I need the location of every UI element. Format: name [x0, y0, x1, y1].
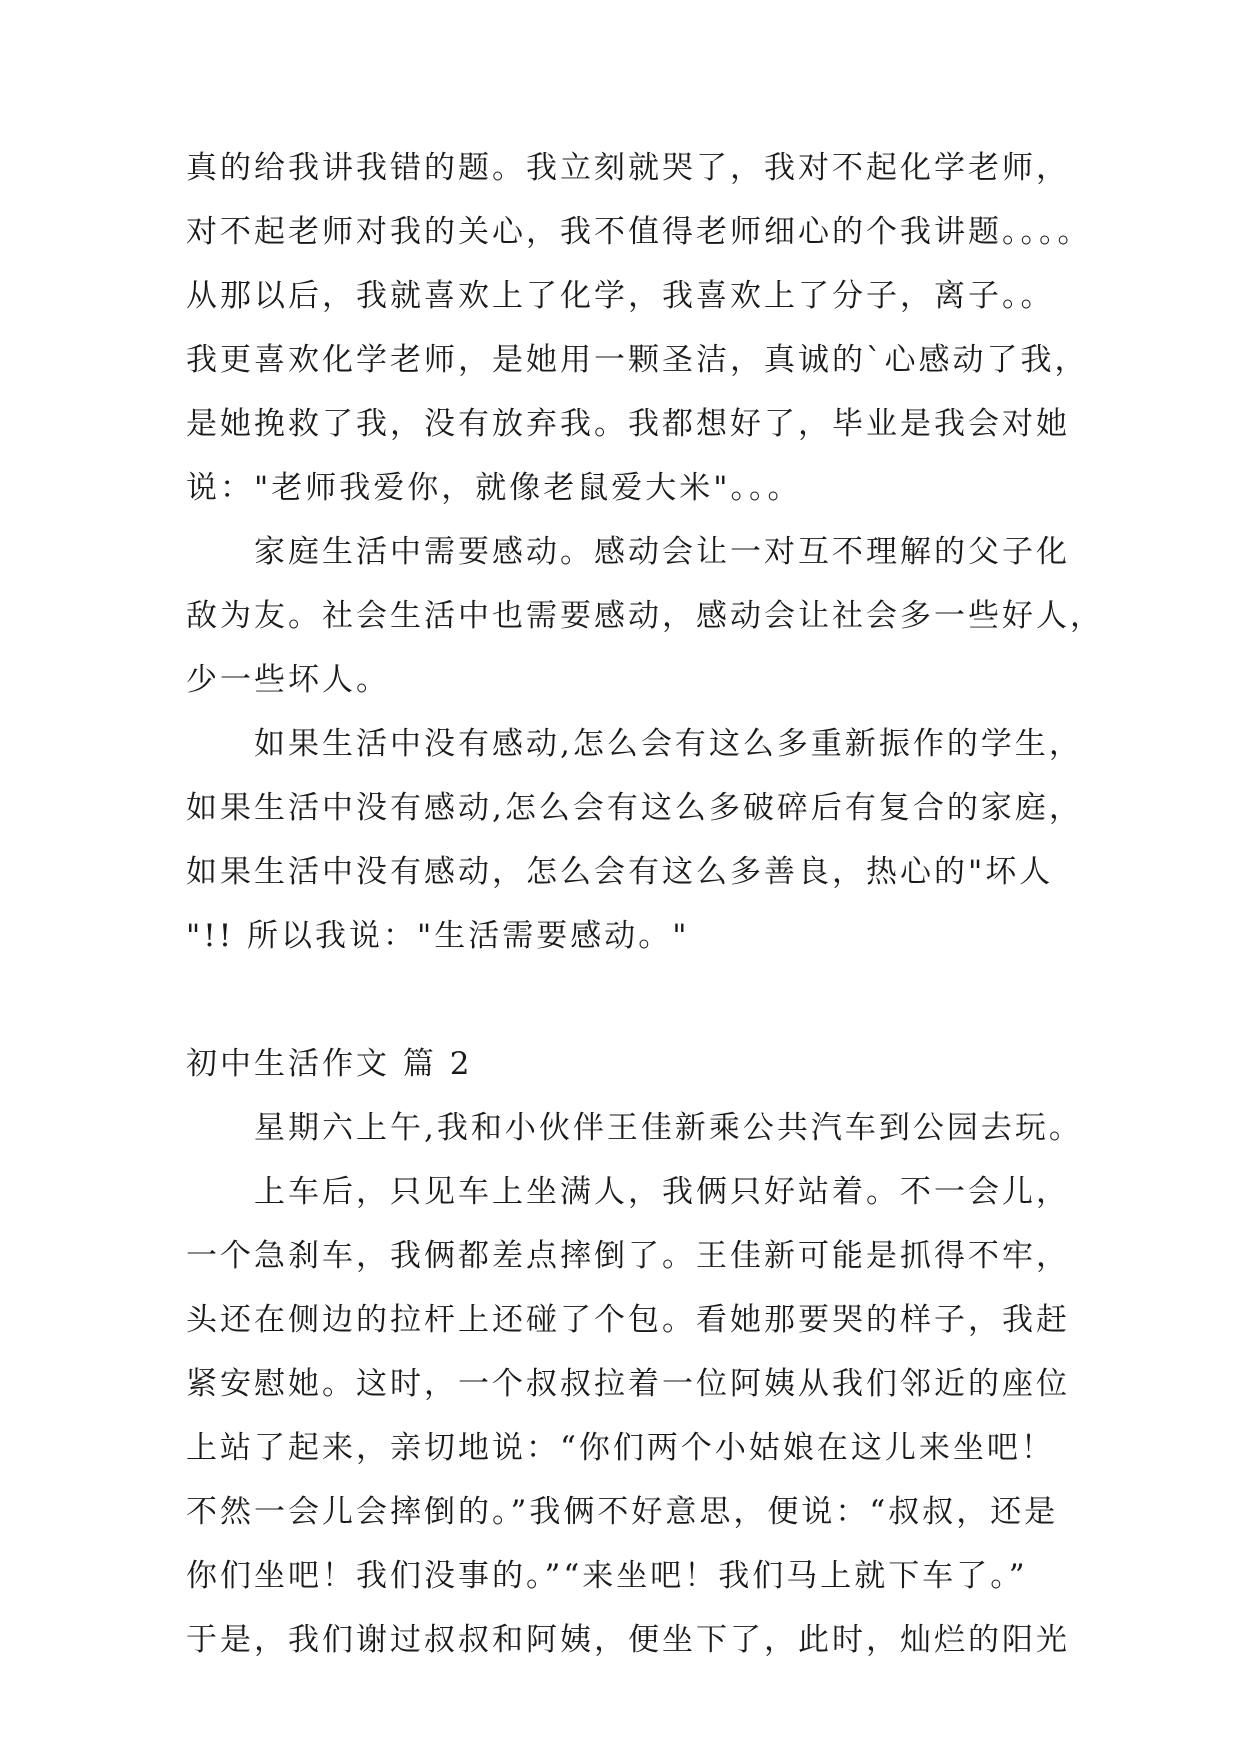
paragraph-line: 一个急刹车，我俩都差点摔倒了。王佳新可能是抓得不牢，	[186, 1238, 1070, 1274]
paragraph-line: 说："老师我爱你，就像老鼠爱大米"。。。	[186, 470, 802, 506]
paragraph-line: 如果生活中没有感动，怎么会有这么多善良，热心的"坏人	[186, 854, 1054, 890]
paragraph-line: 真的给我讲我错的题。我立刻就哭了，我对不起化学老师，	[186, 150, 1070, 186]
section-title: 初中生活作文 篇 2	[186, 1046, 473, 1082]
paragraph-line: 对不起老师对我的关心，我不值得老师细心的个我讲题。。。。	[186, 214, 1092, 250]
paragraph-line: 于是，我们谢过叔叔和阿姨，便坐下了，此时，灿烂的阳光	[186, 1622, 1070, 1658]
paragraph-line: 是她挽救了我，没有放弃我。我都想好了，毕业是我会对她	[186, 406, 1070, 442]
paragraph-line: 紧安慰她。这时，一个叔叔拉着一位阿姨从我们邻近的座位	[186, 1366, 1070, 1402]
paragraph-line: "!! 所以我说："生活需要感动。"	[186, 918, 690, 954]
paragraph-line: 我更喜欢化学老师，是她用一颗圣洁，真诚的`心感动了我，	[186, 342, 1089, 378]
paragraph-line: 上站了起来，亲切地说：“你们两个小姑娘在这儿来坐吧！	[186, 1430, 1055, 1466]
paragraph-line: 少一些坏人。	[186, 662, 390, 698]
paragraph-line: 头还在侧边的拉杆上还碰了个包。看她那要哭的样子，我赶	[186, 1302, 1070, 1338]
paragraph-line: 从那以后，我就喜欢上了化学，我喜欢上了分子，离子。。	[186, 278, 1055, 314]
paragraph-line: 不然一会儿会摔倒的。”我俩不好意思，便说：“叔叔，还是	[186, 1494, 1059, 1530]
paragraph-line: 家庭生活中需要感动。感动会让一对互不理解的父子化	[254, 534, 1070, 570]
paragraph-line: 如果生活中没有感动,怎么会有这么多破碎后有复合的家庭，	[186, 790, 1083, 826]
paragraph-line: 上车后，只见车上坐满人，我俩只好站着。不一会儿，	[254, 1174, 1070, 1210]
paragraph-line: 如果生活中没有感动,怎么会有这么多重新振作的学生，	[254, 726, 1083, 762]
paragraph-line: 你们坐吧！我们没事的。”“来坐吧！我们马上就下车了。”	[186, 1558, 1028, 1594]
paragraph-line: 星期六上午,我和小伙伴王佳新乘公共汽车到公园去玩。	[254, 1110, 1083, 1146]
paragraph-line: 敌为友。社会生活中也需要感动，感动会让社会多一些好人，	[186, 598, 1104, 634]
